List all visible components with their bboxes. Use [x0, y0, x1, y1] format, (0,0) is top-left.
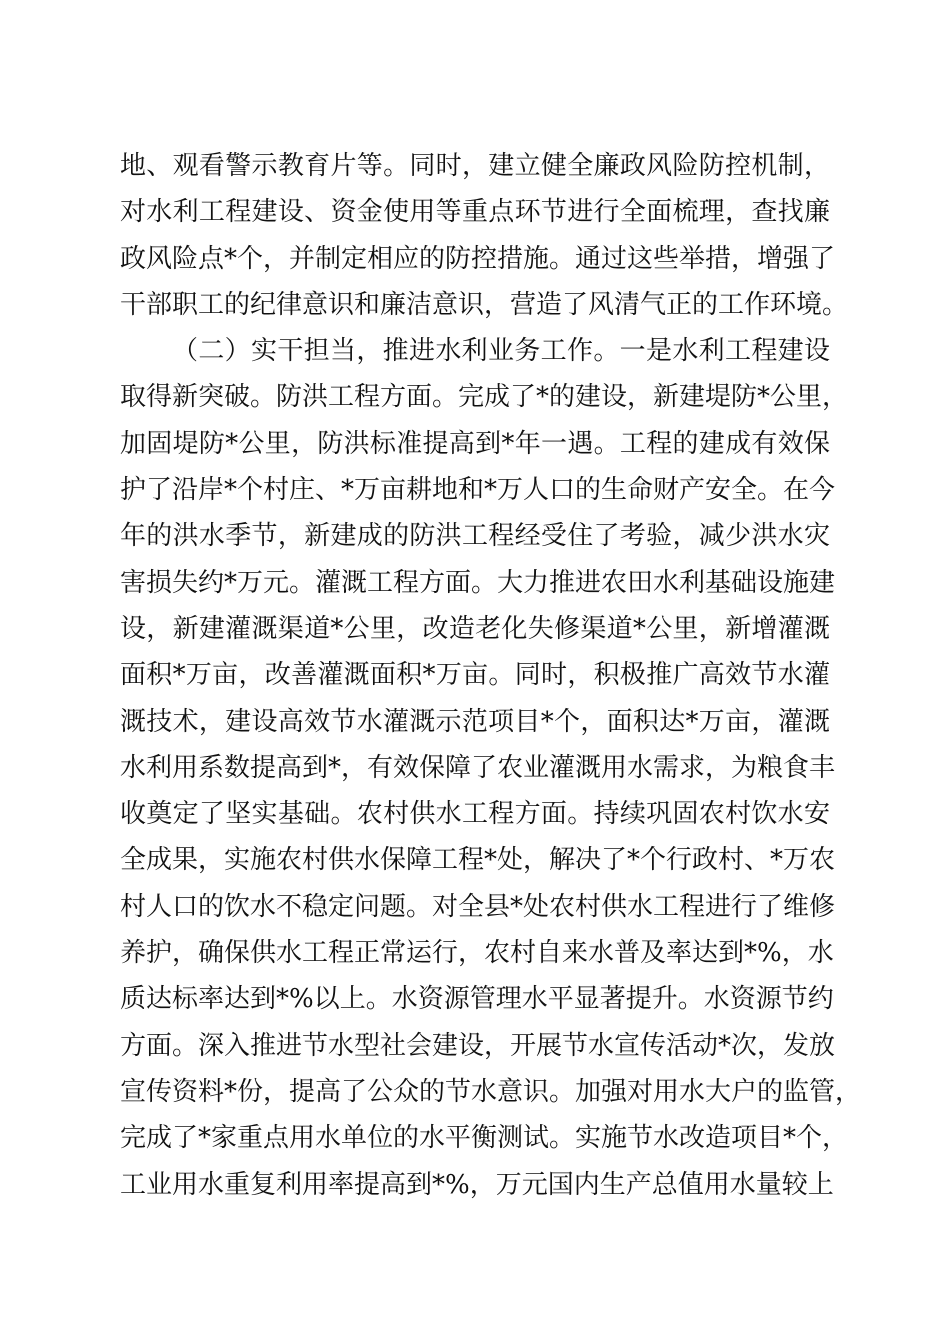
text-line-3: 政风险点*个，并制定相应的防控措施。通过这些举措，增强了 [120, 243, 836, 274]
section-heading-line: （二）实干担当，推进水利业务工作。一是水利工程建设 [172, 336, 830, 367]
text-line-20: 方面。深入推进节水型社会建设，开展节水宣传活动*次，发放 [120, 1030, 836, 1061]
text-line-2: 对水利工程建设、资金使用等重点环节进行全面梳理，查找廉 [120, 197, 830, 228]
text-line-14: 水利用系数提高到*，有效保障了农业灌溉用水需求，为粮食丰 [120, 752, 836, 783]
text-line-23: 工业用水重复利用率提高到*%，万元国内生产总值用水量较上 [120, 1169, 834, 1200]
text-line-19: 质达标率达到*%以上。水资源管理水平显著提升。水资源节约 [120, 984, 834, 1015]
text-line-7: 加固堤防*公里，防洪标准提高到*年一遇。工程的建成有效保 [120, 428, 830, 459]
text-line-17: 村人口的饮水不稳定问题。对全县*处农村供水工程进行了维修 [120, 891, 836, 922]
text-line-16: 全成果，实施农村供水保障工程*处，解决了*个行政村、*万农 [120, 845, 836, 876]
body-text [120, 143, 862, 1208]
text-line-10: 害损失约*万元。灌溉工程方面。大力推进农田水利基础设施建 [120, 567, 836, 598]
text-line-12: 面积*万亩，改善灌溉面积*万亩。同时，积极推广高效节水灌 [120, 660, 830, 691]
text-line-4: 干部职工的纪律意识和廉洁意识，营造了风清气正的工作环境。 [120, 289, 849, 320]
text-line-1: 地、观看警示教育片等。同时，建立健全廉政风险防控机制， [120, 151, 830, 181]
text-line-15: 收奠定了坚实基础。农村供水工程方面。持续巩固农村饮水安 [120, 799, 830, 830]
text-line-9: 年的洪水季节，新建成的防洪工程经受住了考验，减少洪水灾 [120, 521, 830, 552]
text-line-11: 设，新建灌溉渠道*公里，改造老化失修渠道*公里，新增灌溉 [120, 613, 830, 644]
text-line-18: 养护，确保供水工程正常运行，农村自来水普及率达到*%，水 [120, 938, 834, 969]
text-line-21: 宣传资料*份，提高了公众的节水意识。加强对用水大户的监管， [120, 1076, 862, 1107]
text-line-22: 完成了*家重点用水单位的水平衡测试。实施节水改造项目*个， [120, 1123, 849, 1154]
text-line-6: 取得新突破。防洪工程方面。完成了*的建设，新建堤防*公里， [120, 382, 849, 413]
text-line-13: 溉技术，建设高效节水灌溉示范项目*个，面积达*万亩，灌溉 [120, 706, 830, 737]
text-line-8: 护了沿岸*个村庄、*万亩耕地和*万人口的生命财产安全。在今 [120, 475, 836, 506]
